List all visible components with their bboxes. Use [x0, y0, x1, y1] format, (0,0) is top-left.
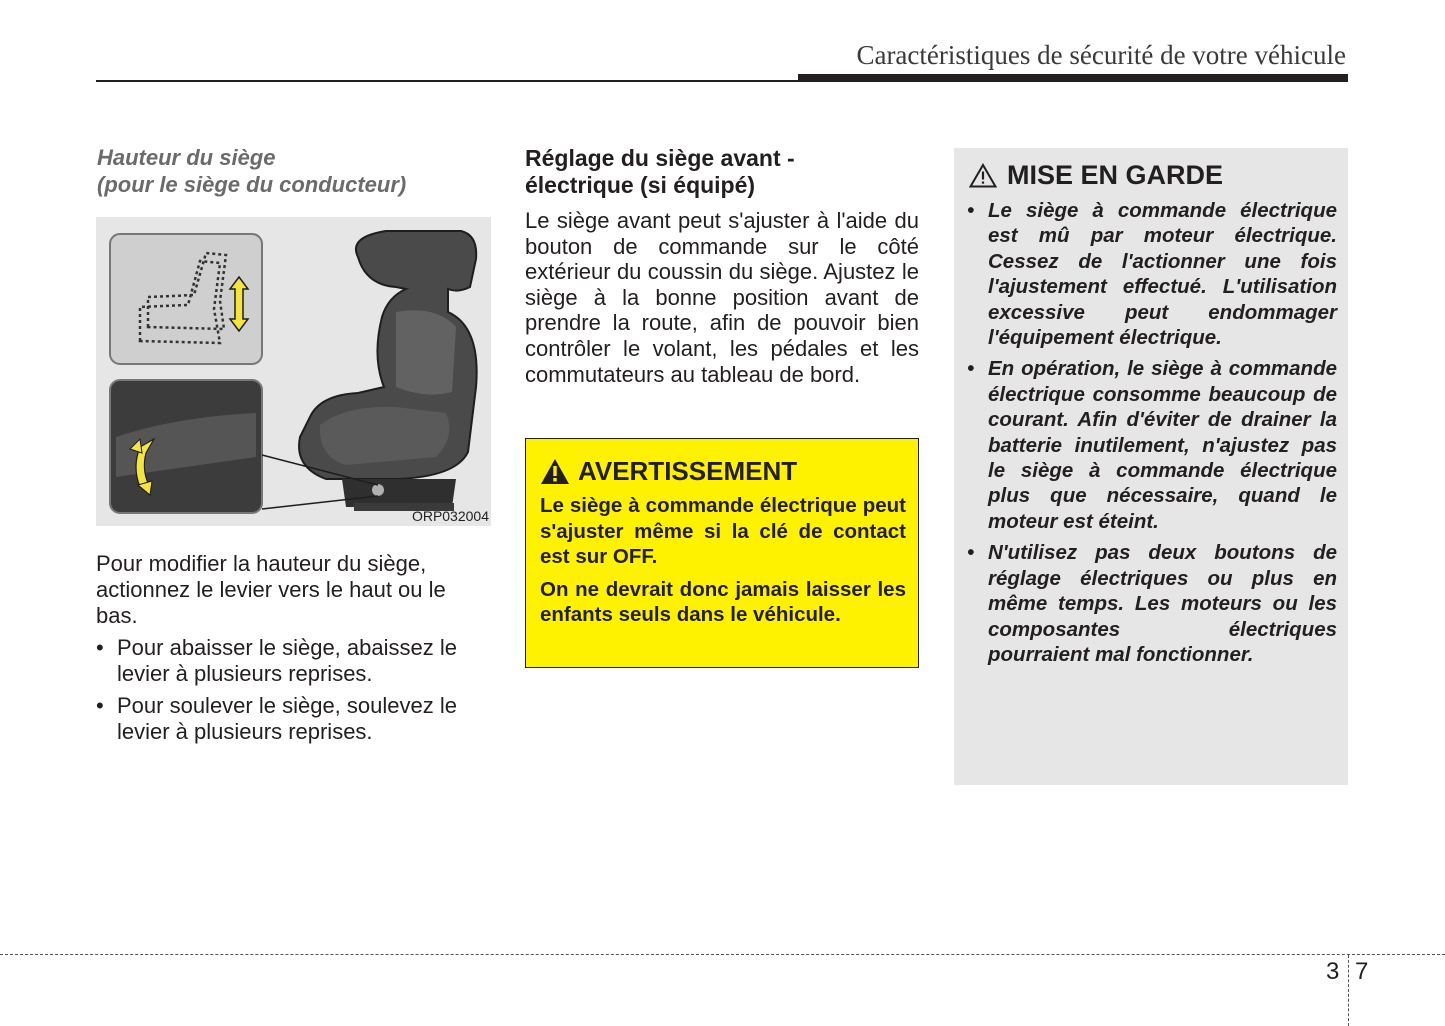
seat-height-bullet-list: [96, 635, 492, 745]
power-seat-heading-line1: Réglage du siège avant -: [525, 145, 795, 171]
power-seat-heading: [525, 145, 920, 199]
caution-item-text: Le siège à commande électrique est mû par moteur électrique. Cessez de l'actionner une fois l'ajustement effectué. L'utilisation excessive peut endommager l'équipement électrique.: [988, 199, 1337, 350]
seat-lever-inset: [110, 380, 262, 513]
caution-item-text: En opération, le siège à commande électrique consomme beaucoup de courant. Afin d'éviter de drainer la batterie inutilement, n'ajustez pas le siège à commande électrique plus que nécessaire, quand le moteur est éteint.: [988, 357, 1337, 533]
list-item: • Le siège à commande électrique est mû par moteur électrique. Cessez de l'actionner une fois l'ajustement effectué. L'utilisation excessive peut endommager l'équipement électrique.: [967, 199, 1337, 350]
list-item: • Pour abaisser le siège, abaissez le levier à plusieurs reprises.: [96, 635, 457, 686]
list-item: • Pour soulever le siège, soulevez le levier à plusieurs reprises.: [96, 693, 457, 744]
warning-text: [540, 493, 906, 635]
power-seat-paragraph: Le siège avant peut s'ajuster à l'aide du bouton de commande sur le côté extérieur du coussin du siège. Ajustez le siège à la bonne position avant de prendre la route, afin de pouvoir bien contrôler le volant, les pédales et les commutateurs au tableau de bord.: [525, 208, 919, 387]
caution-title: [969, 160, 1223, 191]
caution-item-text: N'utilisez pas deux boutons de réglage électriques ou plus en même temps. Les moteurs ou les composantes électriques pourraient mal fonctionner.: [988, 541, 1337, 666]
figure-code: ORP032004: [411, 508, 489, 524]
caution-box: [954, 148, 1348, 785]
seat-height-heading-line2: (pour le siège du conducteur): [97, 172, 407, 197]
caution-title-text: MISE EN GARDE: [1007, 160, 1224, 190]
seat-height-heading: [97, 144, 497, 198]
bullet-text: Pour abaisser le siège, abaissez le levier à plusieurs reprises.: [117, 635, 457, 686]
seat-height-paragraph: Pour modifier la hauteur du siège, actionnez le levier vers le haut ou le bas.: [96, 551, 446, 628]
seat-height-instructions: [96, 551, 492, 751]
warning-box: [525, 438, 919, 668]
power-seat-heading-line2: électrique (si équipé): [525, 172, 756, 198]
page-number: 7: [1355, 958, 1369, 985]
page-header-title: Caractéristiques de sécurité de votre véhicule: [856, 40, 1346, 70]
seat-height-illustration: [96, 217, 491, 526]
seat-illustration-graphic: [96, 217, 491, 526]
chapter-number: 3: [1326, 958, 1340, 985]
caution-list: [967, 198, 1337, 673]
warning-title: [540, 456, 797, 487]
caution-triangle-icon: [969, 163, 997, 188]
list-item: • N'utilisez pas deux boutons de réglage électriques ou plus en même temps. Les moteurs ou les composantes électriques pourraient mal fonctionner.: [967, 541, 1337, 666]
warning-paragraph: Le siège à commande électrique peut s'ajuster même si la clé de contact est sur OFF.: [540, 494, 906, 569]
footer-rule: [0, 954, 1445, 955]
warning-triangle-icon: [540, 458, 570, 485]
seat-drawing: [299, 231, 477, 511]
list-item: • En opération, le siège à commande électrique consomme beaucoup de courant. Afin d'éviter de drainer la batterie inutilement, n'ajustez pas le siège à commande électrique plus que nécessaire, quand le moteur est éteint.: [967, 357, 1337, 533]
seat-height-inset: [110, 234, 262, 364]
footer-divider: [1348, 955, 1349, 1026]
warning-title-text: AVERTISSEMENT: [578, 456, 798, 486]
seat-height-heading-line1: Hauteur du siège: [97, 145, 276, 170]
warning-paragraph: On ne devrait donc jamais laisser les enfants seuls dans le véhicule.: [540, 577, 906, 627]
bullet-text: Pour soulever le siège, soulevez le levier à plusieurs reprises.: [117, 693, 457, 744]
header-rule-accent: [798, 74, 1348, 82]
